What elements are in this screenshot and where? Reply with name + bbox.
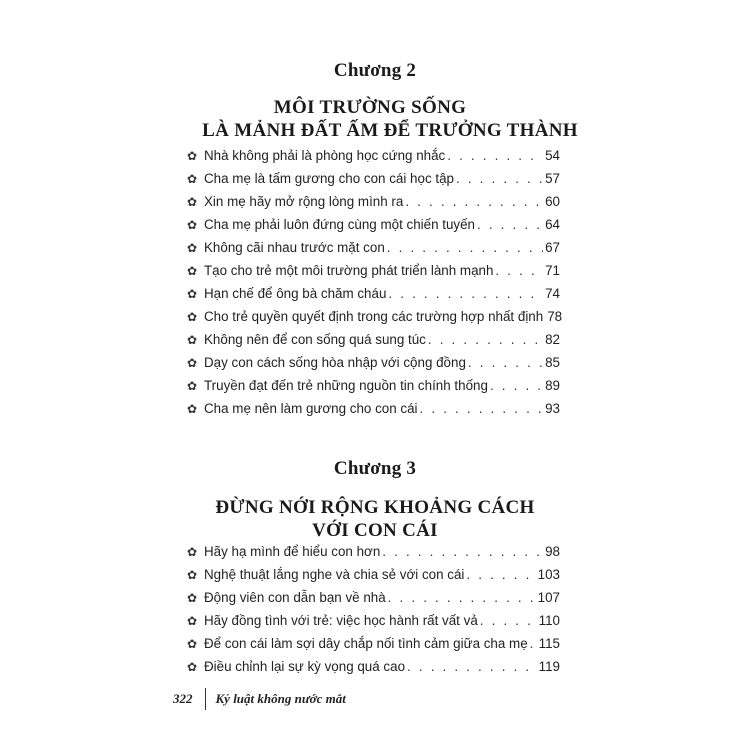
toc-entry-title: Xin mẹ hãy mở rộng lòng mình ra <box>204 194 404 209</box>
chapter-3-title-line-2: VỚI CON CÁI <box>312 520 438 541</box>
chapter-3-toc <box>187 544 560 682</box>
toc-entry-title: Điều chỉnh lại sự kỳ vọng quá cao <box>204 659 406 674</box>
dot-leader <box>456 171 543 186</box>
dot-leader <box>530 636 537 651</box>
toc-entry[interactable] <box>187 309 563 332</box>
page-footer <box>173 688 346 710</box>
flower-icon: ✿ <box>187 379 198 393</box>
dot-leader <box>420 401 544 416</box>
flower-icon: ✿ <box>187 310 198 324</box>
toc-entry-page: 74 <box>545 286 560 301</box>
toc-entry[interactable] <box>187 286 560 309</box>
flower-icon: ✿ <box>187 568 198 582</box>
chapter-2-title-line-2: LÀ MẢNH ĐẤT ẤM ĐỂ TRƯỞNG THÀNH <box>202 120 578 141</box>
toc-entry-page: 89 <box>545 378 560 393</box>
dot-leader <box>405 194 543 209</box>
toc-entry-page: 103 <box>537 567 560 582</box>
flower-icon: ✿ <box>187 241 198 255</box>
toc-entry-title: Hãy hạ mình để hiểu con hơn <box>204 544 381 559</box>
toc-entry-title: Cha mẹ nên làm gương cho con cái <box>204 401 418 416</box>
chapter-2-title <box>0 96 750 142</box>
toc-entry-page: 115 <box>538 636 560 651</box>
flower-icon: ✿ <box>187 591 198 605</box>
toc-entry[interactable] <box>187 194 560 217</box>
toc-entry-title: Cha mẹ phải luôn đứng cùng một chiến tuyến <box>204 217 475 232</box>
dot-leader <box>428 332 543 347</box>
toc-entry-page: 71 <box>545 263 560 278</box>
flower-icon: ✿ <box>187 614 198 628</box>
toc-entry-page: 78 <box>547 309 563 324</box>
toc-entry-page: 110 <box>538 613 560 628</box>
chapter-2-title-line-1: MÔI TRƯỜNG SỐNG <box>273 97 467 118</box>
toc-entry[interactable] <box>187 148 560 171</box>
toc-entry-page: 107 <box>537 590 560 605</box>
dot-leader <box>407 659 537 674</box>
toc-entry-title: Cha mẹ là tấm gương cho con cái học tập <box>204 171 454 186</box>
toc-entry-title: Để con cái làm sợi dây chắp nối tình cảm giữa cha mẹ <box>204 636 528 651</box>
dot-leader <box>495 263 543 278</box>
toc-entry-title: Cho trẻ quyền quyết định trong các trường hợp nhất định <box>204 309 544 324</box>
flower-icon: ✿ <box>187 637 198 651</box>
toc-entry-page: 98 <box>545 544 560 559</box>
dot-leader <box>477 217 543 232</box>
toc-entry[interactable] <box>187 217 560 240</box>
toc-entry-title: Động viên con dẫn bạn về nhà <box>204 590 386 605</box>
toc-entry[interactable] <box>187 171 560 194</box>
chapter-2-label: Chương 2 <box>333 60 417 81</box>
toc-entry-page: 82 <box>545 332 560 347</box>
chapter-3-title-line-1: ĐỪNG NỚI RỘNG KHOẢNG CÁCH <box>215 497 535 518</box>
flower-icon: ✿ <box>187 356 198 370</box>
toc-entry[interactable] <box>187 240 560 263</box>
toc-entry-title: Tạo cho trẻ một môi trường phát triển lành mạnh <box>204 263 494 278</box>
toc-entry-title: Không nên để con sống quá sung túc <box>204 332 426 347</box>
toc-entry[interactable] <box>187 567 560 590</box>
flower-icon: ✿ <box>187 195 198 209</box>
toc-entry-page: 67 <box>545 240 560 255</box>
toc-entry[interactable] <box>187 332 560 355</box>
toc-entry-page: 64 <box>545 217 560 232</box>
flower-icon: ✿ <box>187 287 198 301</box>
toc-entry[interactable] <box>187 613 560 636</box>
toc-entry-title: Nhà không phải là phòng học cứng nhắc <box>204 148 446 163</box>
dot-leader <box>388 286 543 301</box>
toc-entry-page: 93 <box>545 401 560 416</box>
toc-entry[interactable] <box>187 378 560 401</box>
dot-leader <box>447 148 543 163</box>
dot-leader <box>480 613 537 628</box>
dot-leader <box>382 544 543 559</box>
flower-icon: ✿ <box>187 264 198 278</box>
toc-entry-page: 54 <box>545 148 560 163</box>
toc-entry[interactable] <box>187 355 560 378</box>
toc-entry-title: Dạy con cách sống hòa nhập với cộng đồng <box>204 355 466 370</box>
dot-leader <box>388 590 536 605</box>
flower-icon: ✿ <box>187 402 198 416</box>
toc-entry[interactable] <box>187 401 560 424</box>
chapter-3-title <box>0 496 750 542</box>
flower-icon: ✿ <box>187 218 198 232</box>
footer-divider <box>205 688 206 710</box>
dot-leader <box>387 240 543 255</box>
toc-entry-page: 85 <box>545 355 560 370</box>
toc-entry-page: 57 <box>545 171 560 186</box>
toc-entry[interactable] <box>187 544 560 567</box>
page-number: 322 <box>173 691 193 706</box>
flower-icon: ✿ <box>187 172 198 186</box>
flower-icon: ✿ <box>187 333 198 347</box>
toc-entry-title: Hạn chế để ông bà chăm cháu <box>204 286 387 301</box>
toc-entry-page: 60 <box>545 194 560 209</box>
toc-entry-title: Truyền đạt đến trẻ những nguồn tin chính thống <box>204 378 488 393</box>
toc-entry[interactable] <box>187 590 560 613</box>
toc-entry-title: Không cãi nhau trước mặt con <box>204 240 385 255</box>
flower-icon: ✿ <box>187 660 198 674</box>
toc-entry-title: Nghệ thuật lắng nghe và chia sẻ với con cái <box>204 567 465 582</box>
chapter-3-label: Chương 3 <box>333 458 417 479</box>
toc-entry-page: 119 <box>538 659 560 674</box>
flower-icon: ✿ <box>187 545 198 559</box>
flower-icon: ✿ <box>187 149 198 163</box>
dot-leader <box>466 567 535 582</box>
dot-leader <box>468 355 543 370</box>
dot-leader <box>490 378 543 393</box>
toc-entry-title: Hãy đồng tình với trẻ: việc học hành rất vất vả <box>204 613 478 628</box>
toc-entry[interactable] <box>187 636 560 659</box>
chapter-2-toc <box>187 148 563 424</box>
toc-entry[interactable] <box>187 263 560 286</box>
running-book-title: Kỷ luật không nước mắt <box>215 691 346 706</box>
toc-entry[interactable] <box>187 659 560 682</box>
